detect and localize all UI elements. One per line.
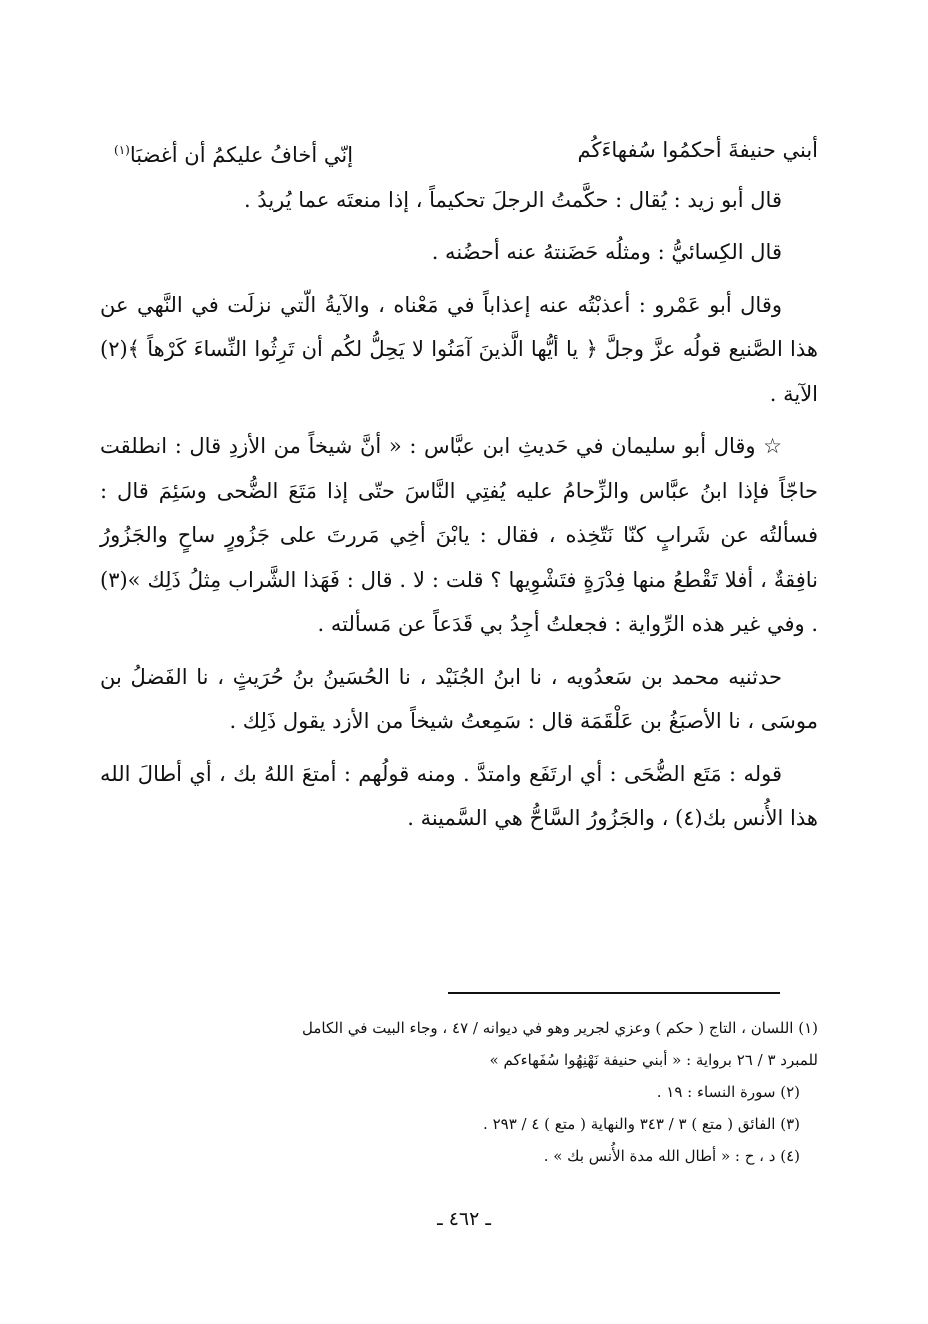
footnote-4: (٤) د ، ح : « أطال الله مدة الأُنس بك » . [543, 1147, 800, 1165]
paragraph-abu-amr: وقال أبو عَمْرو : أعذبْتُه عنه إعذاباً في مَعْناه ، والآيةُ الّتي نزلَت في النَّهي عن هذا الصَّنيع قولُه عزَّ وجلَّ ﴿ يا أيُّها الَّذينَ آمَنُوا لا يَحِلُّ لكُم أن تَرِثُوا النِّساءَ كَرْهاً ﴾(٢) الآية . [100, 292, 818, 406]
paragraph-commentary: قوله : مَتَع الضُّحَى : أي ارتَفَع وامتدَّ . ومنه قولُهم : أمتعَ اللهُ بك ، أي أطالَ الله هذا الأُنس بك(٤) ، والجَزُورُ السَّاحُّ هي السَّمينة . [100, 761, 818, 830]
footnote-2: (٢) سورة النساء : ١٩ . [656, 1083, 800, 1101]
verse-second-text: إنّي أخافُ عليكمُ أن أغضبَا [129, 143, 354, 167]
verse-second-hemistich [114, 128, 353, 178]
footnotes [100, 1012, 818, 1172]
footnote-1-continued: للمبرد ٣ / ٢٦ برواية : « أبني حنيفة نَهْنِهُوا سُفَهاءكم » [489, 1051, 818, 1069]
main-text [100, 128, 818, 841]
paragraph-isnad: حدثنيه محمد بن سَعدُويه ، نا ابنُ الجُنَيْد ، نا الحُسَينُ بنُ حُرَيثٍ ، نا الفَضلُ بن موسَى ، نا الأصبَغُ بن عَلْقَمَة قال : سَمِعتُ شيخاً من الأزد يقول ذَلِك . [100, 664, 818, 733]
page-number: ـ ٤٦٢ ـ [437, 1208, 491, 1230]
poetry-verse [100, 128, 818, 178]
footnote-3: (٣) الفائق ( متع ) ٣ / ٣٤٣ والنهاية ( متع ) ٤ / ٢٩٣ . [483, 1115, 800, 1133]
footnote-1: (١) اللسان ، التاج ( حكم ) وعزي لجرير وهو في ديوانه / ٤٧ ، وجاء البيت في الكامل [302, 1019, 818, 1037]
paragraph-kisai: قال الكِسائيُّ : ومثلُه حَضَنتهُ عنه أحضُنه . [431, 240, 782, 264]
verse-first-hemistich: أبني حنيفةَ أحكمُوا سُفهاءَكُم [577, 138, 818, 162]
paragraph-abu-zayd: قال أبو زيد : يُقال : حكَّمتُ الرجلَ تحكيماً ، إذا منعتَه عما يُريدُ . [243, 187, 782, 212]
footnote-marker: (١) [114, 143, 130, 157]
paragraph-hadith-ibn-abbas: ☆ وقال أبو سليمان في حَديثِ ابن عبَّاس : « أنَّ شيخاً من الأزدِ قال : انطلقت حاجّاً فإذا ابنُ عبَّاس والزِّحامُ عليه يُفتِي النَّاسَ حتّى إذا مَتَعَ الضُّحى وسَئِمَ قال : فسألتُه عن شَرابٍ كنّا نَتّخِذه ، فقال : يابْنَ أخِي مَررتَ على جَزُورٍ ساحٍ والجَزُورُ نافِقةٌ ، أفلا تَقْطعُ منها فِدْرَةٍ فتَشْوِيها ؟ قلت : لا . قال : فَهَذا الشَّراب مِثلُ ذَلِك »(٣) . وفي غير هذه الرِّواية : فجعلتُ أجِدُ بي قَدَعاً عن مَسألته . [100, 434, 818, 636]
footnote-divider [448, 992, 780, 994]
